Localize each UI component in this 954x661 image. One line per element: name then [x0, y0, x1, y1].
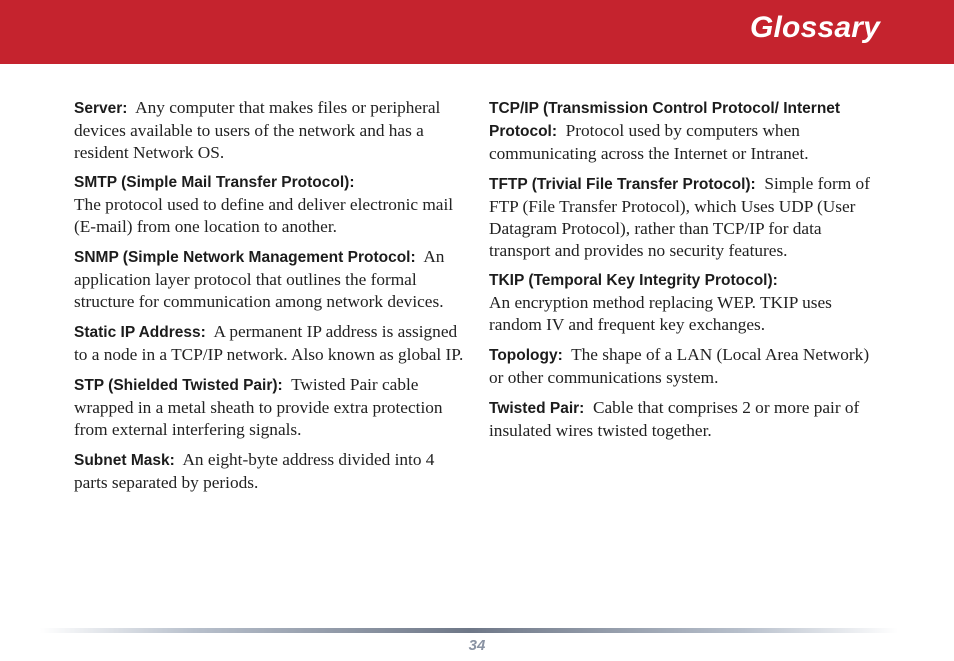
glossary-definition: The shape of a LAN (Local Area Network) or other communications system. [489, 345, 870, 387]
glossary-definition: Protocol used by computers when communicating across the Internet or Intranet. [489, 121, 809, 163]
glossary-definition: An eight-byte address divided into 4 parts separated by periods. [74, 450, 435, 492]
footer-divider [40, 628, 898, 633]
glossary-term: SMTP (Simple Mail Transfer Protocol): [74, 174, 355, 191]
glossary-term: Twisted Pair: [489, 400, 585, 417]
glossary-entry-tcp-ip [489, 97, 881, 165]
glossary-term: SNMP (Simple Network Management Protocol: [74, 249, 416, 266]
glossary-term: TCP/IP (Transmission Control Protocol/ Internet Protocol: [489, 100, 841, 140]
glossary-entry-server [74, 97, 466, 164]
glossary-term: Subnet Mask: [74, 452, 175, 469]
glossary-definition: Twisted Pair cable wrapped in a metal sheath to provide extra protection from external interfering signals. [74, 375, 443, 439]
glossary-definition: Cable that comprises 2 or more pair of insulated wires twisted together. [489, 398, 860, 440]
header-banner [0, 0, 954, 64]
glossary-entry-smtp [74, 172, 466, 238]
glossary-definition: A permanent IP address is assigned to a node in a TCP/IP network. Also known as global IP. [74, 322, 464, 364]
glossary-term: Static IP Address: [74, 324, 206, 341]
glossary-term: Server: [74, 100, 128, 117]
glossary-definition: An encryption method replacing WEP. TKIP uses random IV and frequent key exchanges. [489, 293, 832, 334]
glossary-definition: The protocol used to define and deliver electronic mail (E-mail) from one location to another. [74, 195, 454, 236]
glossary-entry-tkip [489, 270, 881, 336]
page-title: Glossary [749, 11, 880, 44]
glossary-entry-stp [74, 374, 466, 441]
right-column [489, 97, 881, 450]
glossary-entry-twisted-pair [489, 397, 881, 442]
glossary-term: STP (Shielded Twisted Pair): [74, 377, 283, 394]
glossary-term: Topology: [489, 347, 563, 364]
glossary-entry-topology [489, 344, 881, 389]
glossary-definition: Any computer that makes files or peripheral devices available to users of the network and has a resident Network OS. [74, 98, 441, 162]
glossary-term: TKIP (Temporal Key Integrity Protocol): [489, 272, 778, 289]
page-number: 34 [468, 637, 486, 654]
glossary-entry-tftp [489, 173, 881, 262]
glossary-definition: Simple form of FTP (File Transfer Protocol), which Uses UDP (User Datagram Protocol), rather than TCP/IP for data transport and provides no security features. [489, 174, 870, 260]
glossary-entry-static-ip [74, 321, 466, 366]
glossary-term: TFTP (Trivial File Transfer Protocol): [489, 176, 756, 193]
glossary-entry-subnet-mask [74, 449, 466, 494]
left-column [74, 97, 466, 502]
glossary-definition: An application layer protocol that outlines the formal structure for communication among network devices. [74, 247, 445, 311]
glossary-entry-snmp [74, 246, 466, 313]
